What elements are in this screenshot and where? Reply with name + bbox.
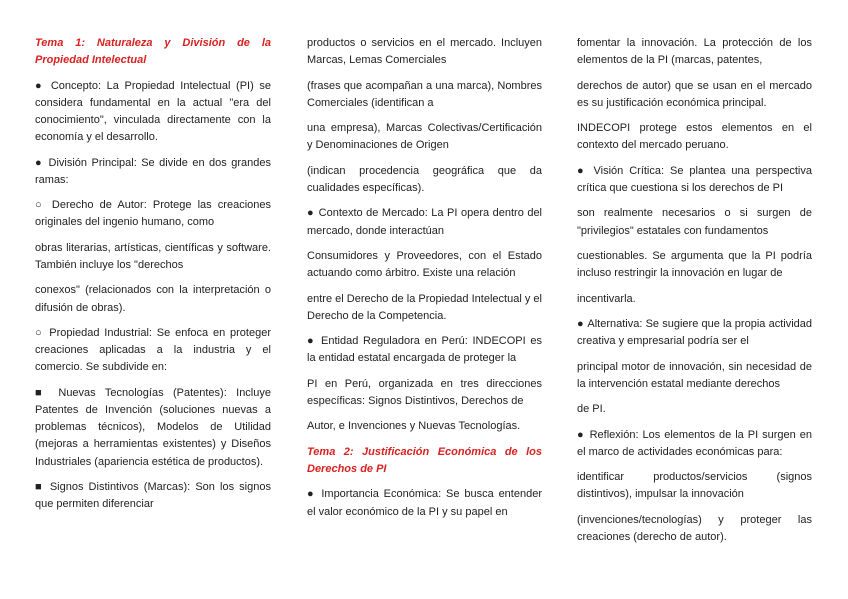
paragraph-division-principal: ● División Principal: Se divide en dos grandes ramas: bbox=[35, 156, 271, 186]
bullet-square-icon: ■ bbox=[35, 386, 48, 399]
paragraph-pi-en-peru: PI en Perú, organizada en tres direcciones específicas: Signos Distintivos, Derechos de bbox=[307, 377, 542, 407]
bullet-hollow-circle-icon: ○ bbox=[35, 199, 45, 212]
bullet-filled-circle-icon: ● bbox=[577, 428, 585, 441]
heading-tema-2: Tema 2: Justificación Económica de los Derechos de PI bbox=[307, 445, 542, 475]
paragraph-una-empresa: una empresa), Marcas Colectivas/Certificación y Denominaciones de Origen bbox=[307, 122, 542, 152]
paragraph-incentivarla: incentivarla. bbox=[577, 292, 636, 305]
bullet-square-icon: ■ bbox=[35, 480, 44, 493]
bullet-filled-circle-icon: ● bbox=[577, 317, 584, 330]
bullet-hollow-circle-icon: ○ bbox=[35, 326, 44, 339]
paragraph-indecopi: INDECOPI protege estos elementos en el contexto del mercado peruano. bbox=[577, 122, 812, 152]
paragraph-cuestionables: cuestionables. Se argumenta que la PI podría incluso restringir la innovación en lugar de bbox=[577, 249, 812, 280]
paragraph-alternativa: ● Alternativa: Se sugiere que la propia actividad creativa y empresarial podría ser el bbox=[577, 317, 812, 348]
paragraph-reflexion: ● Reflexión: Los elementos de la PI surgen en el marco de actividades económicas para: bbox=[577, 428, 812, 458]
paragraph-frases: (frases que acompañan a una marca), Nombres Comerciales (identifican a bbox=[307, 79, 542, 109]
bullet-filled-circle-icon: ● bbox=[307, 207, 315, 220]
paragraph-concepto: ● Concepto: La Propiedad Intelectual (PI) se considera fundamental en la actual "era del conocimiento", vinculada directamente con la economía y el desarrollo. bbox=[35, 79, 271, 144]
paragraph-identificar: identificar productos/servicios (signos distintivos), impulsar la innovación bbox=[577, 471, 812, 501]
paragraph-procedencia: (indican procedencia geográfica que da cualidades específicas). bbox=[307, 164, 542, 194]
paragraph-conexos: conexos" (relacionados con la interpretación o difusión de obras). bbox=[35, 284, 271, 314]
column-3 bbox=[577, 35, 812, 554]
bullet-filled-circle-icon: ● bbox=[577, 164, 587, 177]
bullet-filled-circle-icon: ● bbox=[35, 156, 44, 169]
paragraph-derechos-autor-mercado: derechos de autor) que se usan en el mercado es su justificación económica principal. bbox=[577, 79, 812, 109]
paragraph-consumidores: Consumidores y Proveedores, con el Estado actuando como árbitro. Existe una relación bbox=[307, 249, 542, 280]
paragraph-productos: productos o servicios en el mercado. Incluyen Marcas, Lemas Comerciales bbox=[307, 37, 542, 67]
paragraph-invenciones: (invenciones/tecnologías) y proteger las creaciones (derecho de autor). bbox=[577, 513, 812, 543]
bullet-filled-circle-icon: ● bbox=[35, 79, 45, 92]
paragraph-contexto-mercado: ● Contexto de Mercado: La PI opera dentro del mercado, donde interactúan bbox=[307, 207, 543, 237]
paragraph-propiedad-industrial: ○ Propiedad Industrial: Se enfoca en proteger creaciones aplicadas a la industria y el comercio. Se subdivide en: bbox=[35, 326, 271, 374]
bullet-filled-circle-icon: ● bbox=[307, 335, 316, 348]
paragraph-obras: obras literarias, artísticas, científicas y software. También incluye los "derechos bbox=[35, 241, 271, 271]
heading-tema-1: Tema 1: Naturaleza y División de la Propiedad Intelectual bbox=[35, 37, 271, 67]
paragraph-fomentar: fomentar la innovación. La protección de los elementos de la PI (marcas, patentes, bbox=[577, 37, 812, 67]
paragraph-autor-invenciones: Autor, e Invenciones y Nuevas Tecnologías. bbox=[307, 420, 521, 433]
paragraph-vision-critica: ● Visión Crítica: Se plantea una perspectiva crítica que cuestiona si los derechos de PI bbox=[577, 164, 812, 194]
paragraph-derecho-competencia: entre el Derecho de la Propiedad Intelectual y el Derecho de la Competencia. bbox=[307, 292, 542, 322]
paragraph-privilegios: son realmente necesarios o si surgen de "privilegios" estatales con fundamentos bbox=[577, 207, 812, 237]
column-1 bbox=[35, 35, 271, 522]
paragraph-signos-distintivos: ■ Signos Distintivos (Marcas): Son los signos que permiten diferenciar bbox=[35, 480, 271, 511]
paragraph-importancia-economica: ● Importancia Económica: Se busca entender el valor económico de la PI y su papel en bbox=[307, 488, 542, 518]
paragraph-entidad-reguladora: ● Entidad Reguladora en Perú: INDECOPI es la entidad estatal encargada de proteger la bbox=[307, 335, 542, 365]
paragraph-principal-motor: principal motor de innovación, sin necesidad de la intervención estatal mediante derechos bbox=[577, 360, 812, 390]
paragraph-nuevas-tecnologias: ■ Nuevas Tecnologías (Patentes): Incluye Patentes de Invención (soluciones nuevas a problemas técnicos), Modelos de Utilidad (mejoras a herramientas existentes) y Diseños Industriales (apariencia estética de productos). bbox=[35, 386, 271, 468]
paragraph-de-pi: de PI. bbox=[577, 403, 606, 416]
paragraph-derecho-de-autor: ○ Derecho de Autor: Protege las creaciones originales del ingenio humano, como bbox=[35, 199, 271, 229]
bullet-filled-circle-icon: ● bbox=[307, 488, 316, 501]
column-2 bbox=[307, 35, 542, 529]
